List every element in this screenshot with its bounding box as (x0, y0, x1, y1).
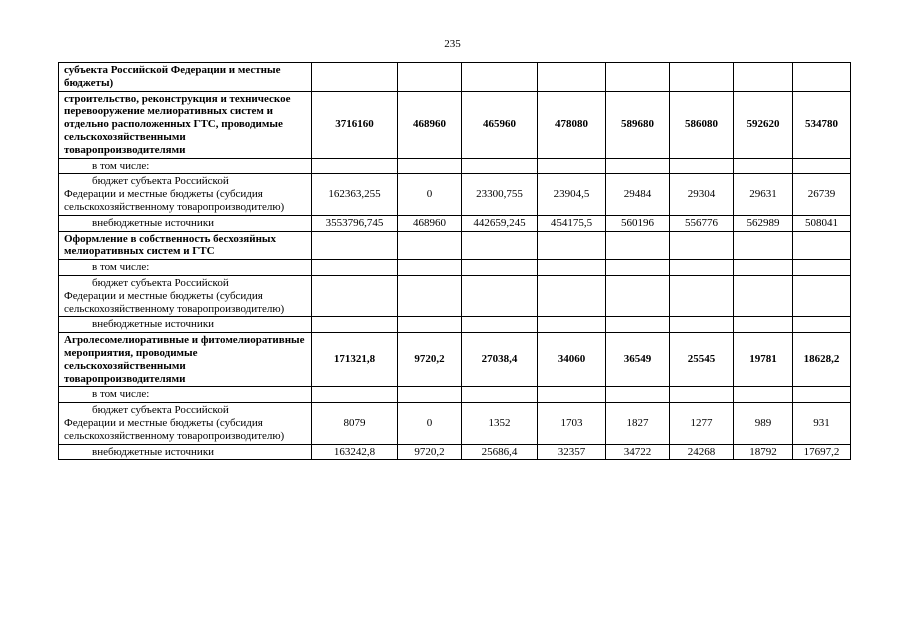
table-row (59, 387, 851, 403)
row-label-first-line: бюджет субъекта Российской (92, 276, 229, 289)
value-cell: 34060 (538, 333, 606, 387)
value-cell (398, 275, 462, 316)
row-label: в том числе: (59, 387, 312, 403)
value-cell: 560196 (606, 215, 670, 231)
value-cell: 0 (398, 403, 462, 444)
value-cell (734, 260, 793, 276)
value-cell (462, 260, 538, 276)
row-label: субъекта Российской Федерации и местные бюджеты) (59, 63, 312, 92)
value-cell: 1827 (606, 403, 670, 444)
value-cell: 19781 (734, 333, 793, 387)
value-cell: 26739 (793, 174, 851, 215)
budget-table (58, 62, 851, 460)
value-cell: 442659,245 (462, 215, 538, 231)
value-cell (538, 387, 606, 403)
value-cell (793, 387, 851, 403)
value-cell (538, 317, 606, 333)
value-cell: 3716160 (312, 91, 398, 158)
value-cell: 468960 (398, 215, 462, 231)
value-cell (538, 275, 606, 316)
row-label: внебюджетные источники (59, 317, 312, 333)
value-cell: 29304 (670, 174, 734, 215)
table-row (59, 231, 851, 260)
value-cell: 1703 (538, 403, 606, 444)
value-cell: 0 (398, 174, 462, 215)
value-cell (670, 275, 734, 316)
value-cell (398, 231, 462, 260)
value-cell: 589680 (606, 91, 670, 158)
table-row (59, 91, 851, 158)
value-cell: 36549 (606, 333, 670, 387)
value-cell (462, 63, 538, 92)
row-label: в том числе: (59, 260, 312, 276)
value-cell: 465960 (462, 91, 538, 158)
value-cell (312, 387, 398, 403)
value-cell: 18628,2 (793, 333, 851, 387)
row-label: Агролесомелиоративные и фитомелиоративные мероприятия, проводимые сельскохозяйственными товаропроизводителями (59, 333, 312, 387)
value-cell (793, 63, 851, 92)
value-cell: 29631 (734, 174, 793, 215)
row-label-first-line: бюджет субъекта Российской (92, 404, 229, 417)
value-cell (606, 317, 670, 333)
table-row (59, 444, 851, 460)
value-cell (734, 387, 793, 403)
table-row (59, 333, 851, 387)
value-cell (793, 317, 851, 333)
value-cell (734, 275, 793, 316)
value-cell (793, 275, 851, 316)
value-cell (606, 231, 670, 260)
table-row (59, 158, 851, 174)
value-cell: 162363,255 (312, 174, 398, 215)
value-cell (793, 158, 851, 174)
value-cell (670, 387, 734, 403)
value-cell: 454175,5 (538, 215, 606, 231)
row-label (59, 275, 312, 316)
row-label: строительство, реконструкция и техническое перевооружение мелиоративных систем и отдельно расположенных ГТС, проводимые сельскохозяйственными товаропроизводителями (59, 91, 312, 158)
value-cell (606, 158, 670, 174)
value-cell: 3553796,745 (312, 215, 398, 231)
table-row (59, 260, 851, 276)
value-cell (734, 231, 793, 260)
value-cell (398, 158, 462, 174)
value-cell (606, 387, 670, 403)
value-cell (606, 275, 670, 316)
value-cell (398, 387, 462, 403)
row-label: Оформление в собственность бесхозяйных мелиоративных систем и ГТС (59, 231, 312, 260)
value-cell (538, 158, 606, 174)
row-label (59, 403, 312, 444)
value-cell (734, 317, 793, 333)
table-body (59, 63, 851, 460)
table-row (59, 317, 851, 333)
value-cell: 931 (793, 403, 851, 444)
value-cell: 989 (734, 403, 793, 444)
table-row (59, 174, 851, 215)
value-cell: 8079 (312, 403, 398, 444)
value-cell: 586080 (670, 91, 734, 158)
value-cell (462, 317, 538, 333)
row-label-rest: Федерации и местные бюджеты (субсидия сельскохозяйственному товаропроизводителю) (64, 416, 285, 442)
value-cell (670, 317, 734, 333)
value-cell: 23300,755 (462, 174, 538, 215)
value-cell: 25545 (670, 333, 734, 387)
value-cell (312, 231, 398, 260)
value-cell (606, 63, 670, 92)
value-cell (462, 158, 538, 174)
value-cell: 1277 (670, 403, 734, 444)
value-cell: 23904,5 (538, 174, 606, 215)
value-cell (312, 317, 398, 333)
table-row (59, 275, 851, 316)
value-cell (398, 260, 462, 276)
value-cell (398, 317, 462, 333)
value-cell: 556776 (670, 215, 734, 231)
value-cell (312, 275, 398, 316)
row-label-rest: Федерации и местные бюджеты (субсидия сельскохозяйственному товаропроизводителю) (64, 289, 285, 315)
value-cell: 478080 (538, 91, 606, 158)
value-cell: 562989 (734, 215, 793, 231)
value-cell (734, 63, 793, 92)
value-cell (538, 63, 606, 92)
row-label: в том числе: (59, 158, 312, 174)
value-cell: 171321,8 (312, 333, 398, 387)
value-cell (670, 260, 734, 276)
value-cell (606, 260, 670, 276)
value-cell: 29484 (606, 174, 670, 215)
value-cell: 25686,4 (462, 444, 538, 460)
value-cell (462, 387, 538, 403)
row-label-first-line: бюджет субъекта Российской (92, 175, 229, 188)
value-cell (670, 231, 734, 260)
value-cell: 534780 (793, 91, 851, 158)
table-row (59, 403, 851, 444)
value-cell: 1352 (462, 403, 538, 444)
value-cell (734, 158, 793, 174)
value-cell: 27038,4 (462, 333, 538, 387)
row-label-rest: Федерации и местные бюджеты (субсидия сельскохозяйственному товаропроизводителю) (64, 188, 285, 213)
value-cell: 18792 (734, 444, 793, 460)
value-cell (312, 260, 398, 276)
value-cell: 163242,8 (312, 444, 398, 460)
value-cell: 592620 (734, 91, 793, 158)
value-cell: 508041 (793, 215, 851, 231)
value-cell: 24268 (670, 444, 734, 460)
value-cell (312, 158, 398, 174)
value-cell: 468960 (398, 91, 462, 158)
value-cell (670, 63, 734, 92)
table-row (59, 63, 851, 92)
table-row (59, 215, 851, 231)
value-cell: 9720,2 (398, 444, 462, 460)
page-number: 235 (444, 38, 461, 50)
row-label: внебюджетные источники (59, 444, 312, 460)
value-cell (670, 158, 734, 174)
row-label: внебюджетные источники (59, 215, 312, 231)
value-cell: 9720,2 (398, 333, 462, 387)
value-cell (312, 63, 398, 92)
row-label (59, 174, 312, 215)
value-cell: 32357 (538, 444, 606, 460)
value-cell (538, 260, 606, 276)
value-cell: 17697,2 (793, 444, 851, 460)
value-cell (538, 231, 606, 260)
value-cell (462, 275, 538, 316)
value-cell (462, 231, 538, 260)
value-cell (793, 260, 851, 276)
value-cell (793, 231, 851, 260)
value-cell (398, 63, 462, 92)
value-cell: 34722 (606, 444, 670, 460)
